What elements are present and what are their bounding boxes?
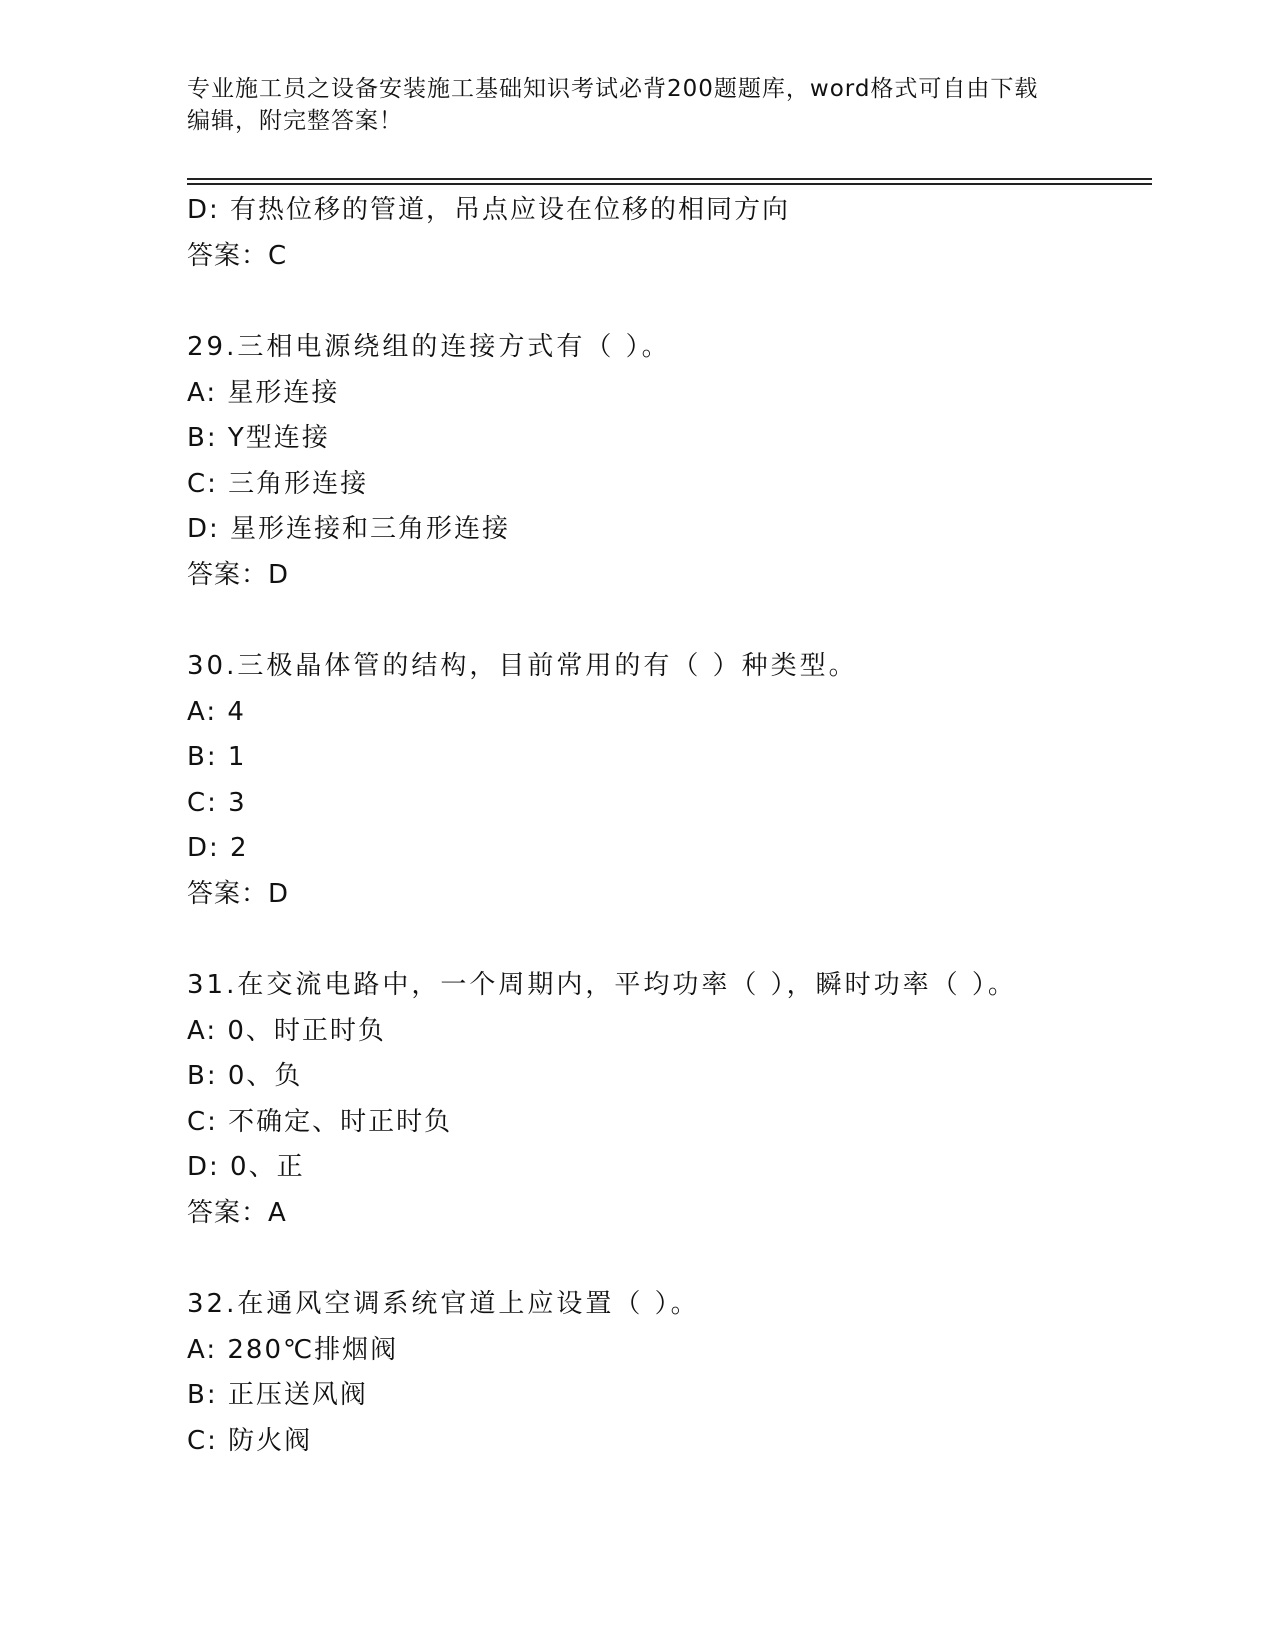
option-b: B: 正压送风阀	[187, 1380, 368, 1410]
question-text: 29.三相电源绕组的连接方式有（ ）。	[187, 332, 671, 362]
question-list	[187, 188, 1147, 1464]
answer-line: 答案：D	[187, 878, 290, 909]
option-b: B: Y型连接	[187, 423, 330, 453]
header-title-line-2: 编辑，附完整答案！	[187, 108, 403, 134]
question-32	[187, 1282, 1147, 1464]
option-d: D: 有热位移的管道，吊点应设在位移的相同方向	[187, 195, 791, 225]
header-title-line-1: 专业施工员之设备安装施工基础知识考试必背200题题库，word格式可自由下载	[187, 76, 1039, 102]
option-a: A: 4	[187, 696, 246, 727]
previous-question-tail	[187, 188, 1147, 279]
option-c: C: 3	[187, 787, 247, 818]
option-a: A: 星形连接	[187, 377, 340, 408]
question-text: 30.三极晶体管的结构，目前常用的有（ ）种类型。	[187, 651, 858, 681]
question-text: 31.在交流电路中，一个周期内，平均功率（ ），瞬时功率（ ）。	[187, 970, 1017, 1000]
option-d: D: 2	[187, 833, 249, 863]
answer-line: 答案：C	[187, 240, 288, 271]
option-c: C: 不确定、时正时负	[187, 1106, 453, 1137]
option-b: B: 1	[187, 742, 247, 772]
option-d: D: 0、正	[187, 1152, 305, 1182]
option-d: D: 星形连接和三角形连接	[187, 514, 511, 544]
question-29	[187, 325, 1147, 598]
question-31	[187, 963, 1147, 1236]
header-divider-bottom	[187, 183, 1152, 185]
option-a: A: 280℃排烟阀	[187, 1334, 399, 1365]
question-30	[187, 644, 1147, 917]
option-a: A: 0、时正时负	[187, 1015, 386, 1046]
option-c: C: 三角形连接	[187, 468, 369, 499]
option-b: B: 0、负	[187, 1061, 303, 1091]
document-header	[187, 73, 1087, 137]
answer-line: 答案：D	[187, 559, 290, 590]
answer-line: 答案：A	[187, 1197, 287, 1228]
question-text: 32.在通风空调系统官道上应设置（ ）。	[187, 1289, 700, 1319]
header-divider-top	[187, 178, 1152, 180]
option-c: C: 防火阀	[187, 1425, 313, 1456]
